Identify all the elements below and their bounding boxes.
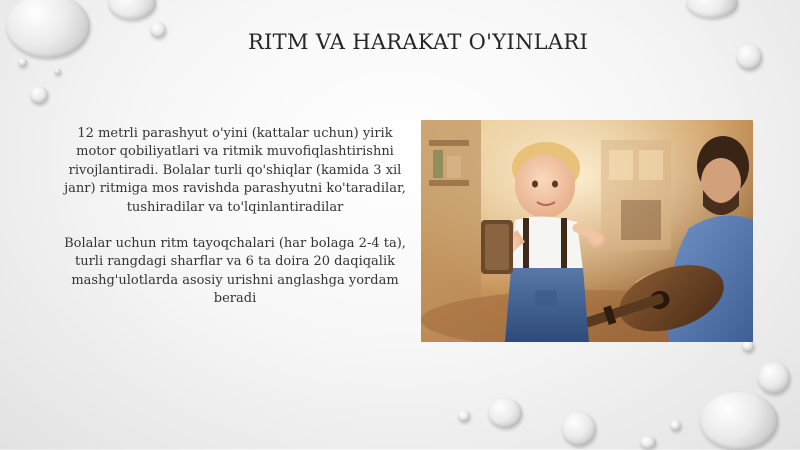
water-droplet-decoration: [30, 86, 48, 104]
water-droplet-decoration: [700, 392, 778, 450]
paragraph-parachute-game: 12 metrli parashyut o'yini (kattalar uchun) yirik motor qobiliyatlari va ritmik muvofiqlashtirishni rivojlantiradi. Bolalar turli qo'shiqlar (kamida 3 xil janr) ritmiga mos ravishda parashyutni ko'taradilar, tushiradilar va to'lqinlantiradilar: [64, 126, 406, 215]
slide-title: RITM VA HARAKAT O'YINLARI: [247, 30, 589, 54]
water-droplet-decoration: [150, 22, 166, 38]
water-droplet-decoration: [758, 362, 790, 394]
water-droplet-decoration: [488, 398, 522, 428]
water-droplet-decoration: [18, 58, 27, 67]
photo-child-with-father-guitar: [421, 120, 753, 342]
water-droplet-decoration: [54, 68, 61, 75]
water-droplet-decoration: [108, 0, 156, 20]
water-droplet-decoration: [562, 412, 596, 446]
body-text: [56, 125, 414, 309]
water-droplet-decoration: [458, 410, 470, 422]
paragraph-rhythm-sticks: Bolalar uchun ritm tayoqchalari (har bolaga 2-4 ta), turli rangdagi sharflar va 6 ta doira 20 daqiqalik mashg'ulotlarda asosiy urishni anglashga yordam beradi: [64, 236, 406, 307]
water-droplet-decoration: [640, 436, 656, 449]
water-droplet-decoration: [736, 44, 762, 70]
water-droplet-decoration: [670, 420, 681, 431]
water-droplet-decoration: [686, 0, 738, 18]
water-droplet-decoration: [6, 0, 90, 58]
